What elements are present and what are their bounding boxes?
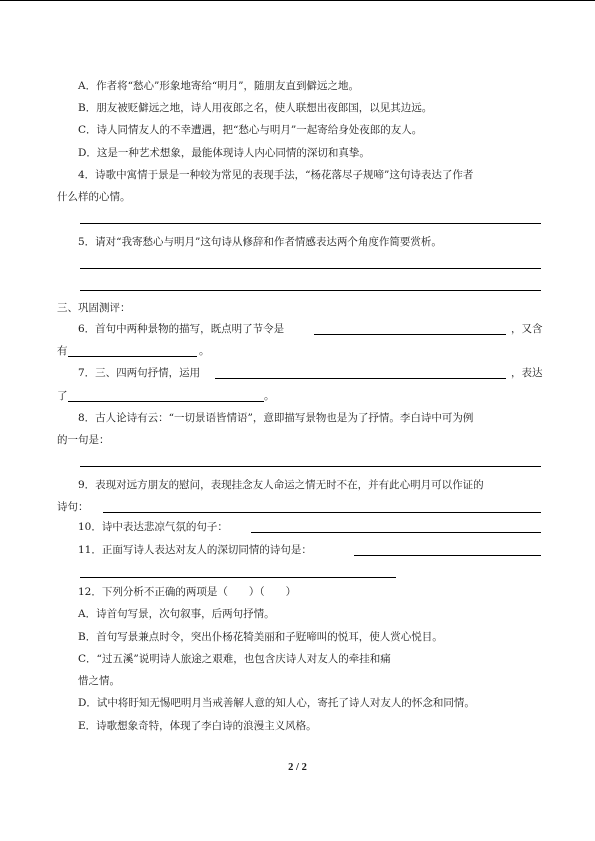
question-7-end: 。	[264, 390, 275, 402]
question-12-option-e: E．诗歌想象奇特，体现了李白诗的浪漫主义风格。	[78, 720, 317, 732]
question-8-line1: 8．古人论诗有云：“一切景语皆情语”，意即描写景物也是为了抒情。李白诗中可为例	[78, 412, 474, 424]
section-3-heading: 三、巩固测评：	[57, 302, 131, 314]
option-a: A．作者将“愁心”形象地寄给“明月”，随朋友直到僻远之地。	[78, 80, 360, 92]
question-12-option-a: A．诗首句写景，次句叙事，后两句抒情。	[78, 608, 275, 620]
blank-q6-meaning	[68, 356, 197, 357]
blank-q6-season	[314, 334, 506, 335]
question-6-line1: 6．首句中两种景物的描写，既点明了节令是	[78, 323, 285, 335]
blank-q7-technique	[215, 378, 506, 379]
option-d: D．这是一种艺术想象，最能体现诗人内心同情的深切和真挚。	[78, 147, 370, 159]
answer-line-q5-1	[80, 268, 541, 269]
question-7-line1: 7．三、四两句抒情，运用	[78, 367, 201, 379]
option-b: B．朋友被贬僻远之地，诗人用夜郎之名，使人联想出夜郎国，以见其边远。	[78, 102, 433, 114]
question-12-option-c-line1: C．“过五溪”说明诗人旅途之艰难，也包含庆诗人对友人的牵挂和痛	[78, 653, 391, 665]
question-9-line2: 诗句：	[57, 501, 89, 513]
page-number: 2 / 2	[288, 762, 307, 773]
page-top-border	[0, 0, 595, 1]
option-c: C．诗人同情友人的不幸遭遇，把“愁心与明月”一起寄给身处夜郎的友人。	[78, 124, 423, 136]
answer-line-q10	[251, 532, 541, 533]
question-4-line2: 什么样的心情。	[57, 191, 131, 203]
question-7-line2: 了	[57, 390, 68, 402]
answer-line-q11-2	[80, 577, 396, 578]
question-6-suffix: ，又含	[511, 323, 543, 335]
answer-line-q5-2	[80, 290, 541, 291]
question-8-line2: 的一句是：	[57, 434, 110, 446]
answer-line-q9	[103, 512, 541, 513]
question-10: 10．诗中表达悲凉气氛的句子：	[78, 521, 228, 533]
question-5: 5．请对“我寄愁心与明月”这句诗从修辞和作者情感表达两个角度作简要赏析。	[78, 236, 442, 248]
blank-q7-emotion	[68, 401, 264, 402]
question-12: 12．下列分析不正确的两项是（ ）（ ）	[78, 586, 297, 598]
question-7-suffix: ，表达	[511, 367, 543, 379]
question-9-line1: 9．表现对远方朋友的慰问，表现挂念友人命运之情无时不在，并有此心明月可以作证的	[78, 479, 484, 491]
answer-line-q4	[80, 223, 541, 224]
question-12-option-c-line2: 惜之情。	[78, 675, 120, 687]
question-12-option-b: B．首句写景兼点时令，突出仆杨花犄美丽和子觃啼叫的悦耳，使人赏心悦目。	[78, 631, 443, 643]
answer-line-q8	[80, 466, 541, 467]
answer-line-q11-1	[354, 555, 541, 556]
question-12-option-d: D．试中将盱知无惕吧明月当戒善解人意的知人心，寄托了诗人对友人的怀念和同情。	[78, 697, 475, 709]
question-6-line2: 有	[57, 345, 68, 357]
question-4-line1: 4．诗歌中寓情于景是一种较为常见的表现手法，“杨花落尽子规啼”这句诗表达了作者	[78, 169, 474, 181]
question-11: 11．正面写诗人表达对友人的深切同情的诗句是：	[78, 544, 312, 556]
question-6-end: 。	[199, 345, 210, 357]
